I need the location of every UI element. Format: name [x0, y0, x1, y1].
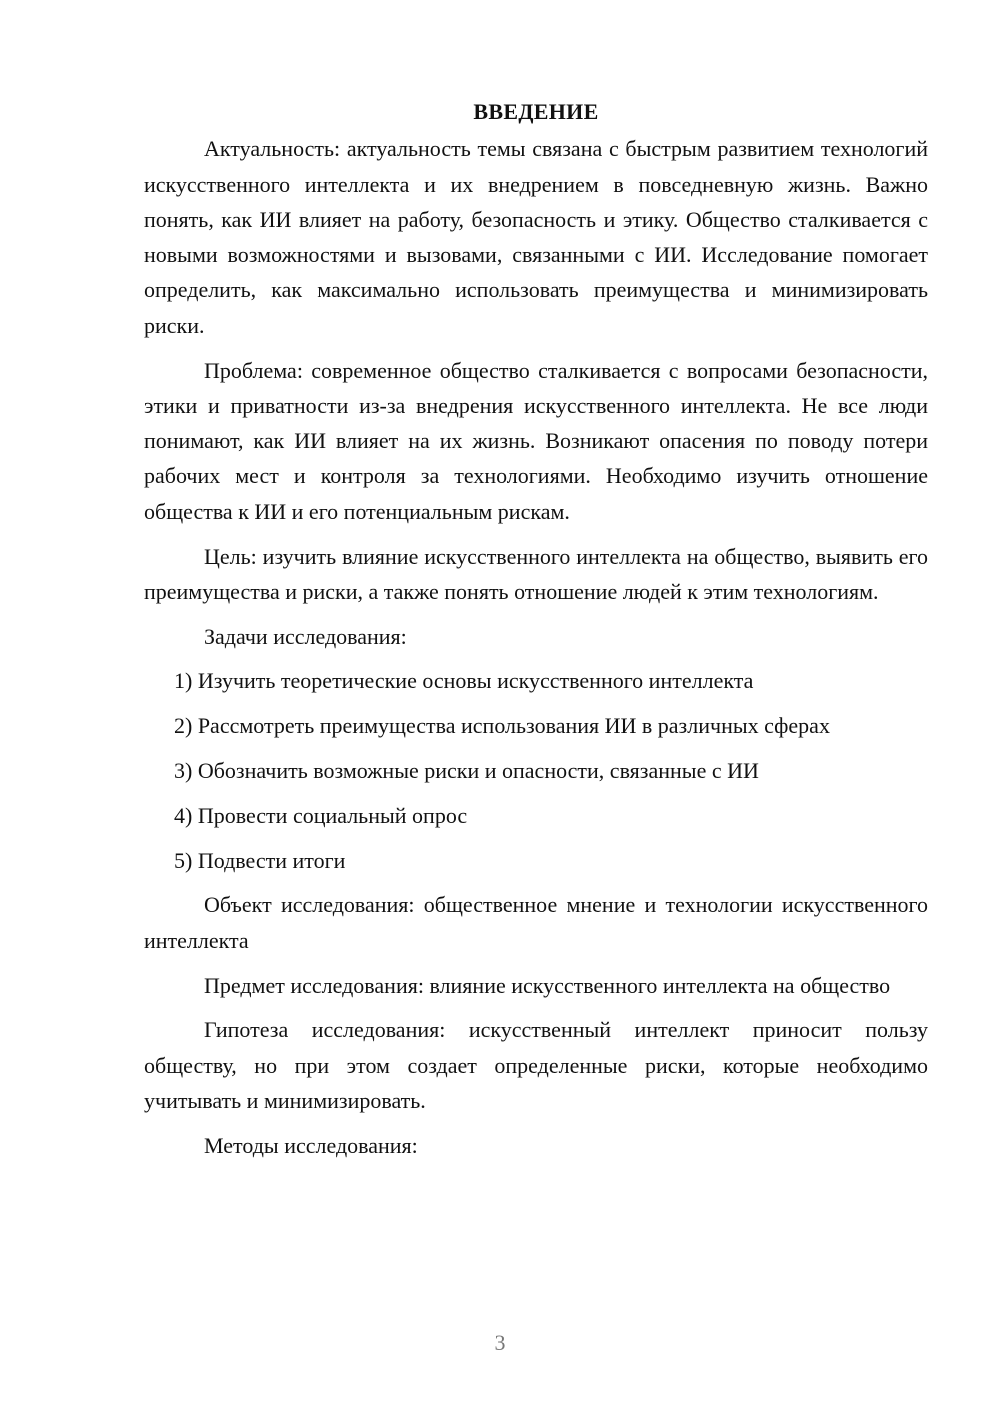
methods-heading: Методы исследования: [204, 1132, 418, 1158]
page-number: 3 [494, 1330, 506, 1355]
task-item-3: 3) Обозначить возможные риски и опасности, связанные с ИИ [174, 758, 759, 784]
task-item-4: 4) Провести социальный опрос [174, 802, 468, 828]
task-item-5: 5) Подвести итоги [174, 847, 346, 873]
goal-paragraph: Цель: изучить влияние искусственного интеллекта на общество, выявить его преимущества и риски, а также понять отношение людей к этим технологиям. [144, 543, 928, 604]
task-item-2: 2) Рассмотреть преимущества использования ИИ в различных сферах [174, 713, 830, 739]
tasks-heading: Задачи исследования: [204, 623, 407, 649]
task-item-1: 1) Изучить теоретические основы искусственного интеллекта [174, 668, 754, 694]
hypothesis-paragraph: Гипотеза исследования: искусственный интеллект приносит пользу обществу, но при этом создает определенные риски, которые необходимо учитывать и минимизировать. [144, 1017, 928, 1113]
object-paragraph: Объект исследования: общественное мнение и технологии искусственного интеллекта [144, 892, 928, 953]
subject-paragraph: Предмет исследования: влияние искусственного интеллекта на общество [204, 972, 891, 998]
page-title: ВВЕДЕНИЕ [473, 99, 599, 124]
problem-paragraph: Проблема: современное общество сталкивается с вопросами безопасности, этики и приватности из-за внедрения искусственного интеллекта. Не все люди понимают, как ИИ влияет на их жизнь. Возникают опасения по поводу потери рабочих мест и контроля за технологиями. Необходимо изучить отношение общества к ИИ и его потенциальным рискам. [144, 357, 928, 524]
page-content [144, 94, 928, 1173]
relevance-paragraph: Актуальность: актуальность темы связана с быстрым развитием технологий искусственного интеллекта и их внедрением в повседневную жизнь. Важно понять, как ИИ влияет на работу, безопасность и этику. Общество сталкивается с новыми возможностями и вызовами, связанными с ИИ. Исследование помогает определить, как максимально использовать преимущества и минимизировать риски. [144, 136, 928, 338]
